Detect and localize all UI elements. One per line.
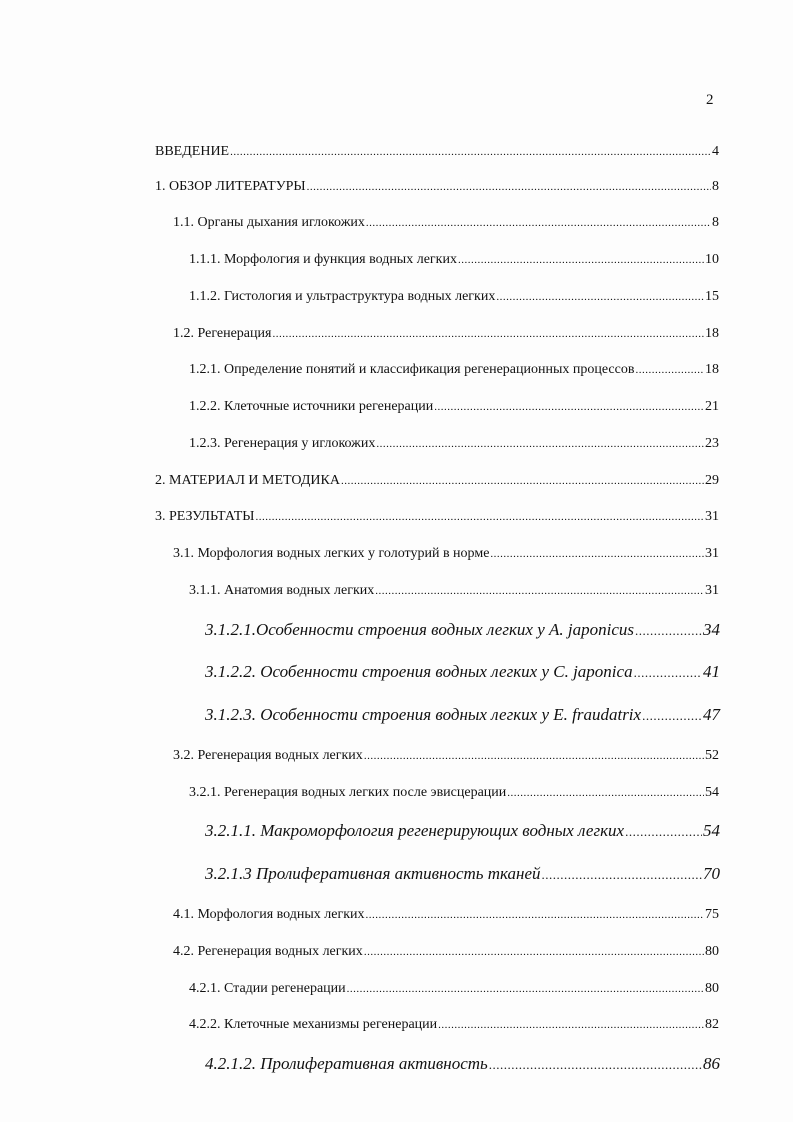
toc-entry xyxy=(189,288,719,306)
toc-leader-dots xyxy=(272,325,704,343)
toc-entry-title: ВВЕДЕНИЕ xyxy=(155,144,230,159)
toc-entry-page: 54 xyxy=(705,785,719,800)
toc-entry xyxy=(173,747,719,765)
toc-entry xyxy=(205,662,720,683)
toc-entry-title: 2. МАТЕРИАЛ И МЕТОДИКА xyxy=(155,473,340,488)
toc-leader-dots xyxy=(625,821,702,842)
toc-entry-title: 4.2.2. Клеточные механизмы регенерации xyxy=(189,1017,438,1032)
toc-entry-page: 21 xyxy=(705,399,719,414)
toc-leader-dots xyxy=(375,582,704,600)
toc-entry xyxy=(205,821,720,842)
toc-entry-page: 75 xyxy=(705,907,719,922)
toc-entry xyxy=(173,906,719,924)
toc-entry xyxy=(205,1054,720,1075)
toc-entry-title: 1.2. Регенерация xyxy=(173,326,272,341)
toc-entry-title: 4.2.1. Стадии регенерации xyxy=(189,981,346,996)
toc-entry-page: 31 xyxy=(705,546,719,561)
toc-entry-page: 70 xyxy=(703,864,720,883)
toc-entry-page: 31 xyxy=(705,583,719,598)
toc-leader-dots xyxy=(635,361,704,379)
toc-entry-title: 3.1. Морфология водных легких у голотурий в норме xyxy=(173,546,490,561)
toc-entry xyxy=(173,214,719,232)
page-number: 2 xyxy=(706,92,714,108)
toc-entry-page: 31 xyxy=(705,509,719,524)
toc-entry xyxy=(189,784,719,802)
toc-entry xyxy=(189,251,719,269)
toc-entry-title: 1.2.3. Регенерация у иглокожих xyxy=(189,436,376,451)
toc-entry-page: 82 xyxy=(705,1017,719,1032)
toc-leader-dots xyxy=(635,620,702,641)
toc-entry-title: 1.1.2. Гистология и ультраструктура водных легких xyxy=(189,289,496,304)
toc-entry-title: 3.1.2.1.Особенности строения водных легких у A. japonicus xyxy=(205,620,634,639)
toc-entry-title: 3.2.1.3 Пролиферативная активность тканей xyxy=(205,864,541,883)
toc-entry xyxy=(189,980,719,998)
toc-entry-page: 4 xyxy=(712,144,719,159)
toc-leader-dots xyxy=(341,472,704,490)
toc-leader-dots xyxy=(489,1054,702,1075)
toc-leader-dots xyxy=(230,143,711,161)
toc-leader-dots xyxy=(366,214,711,232)
toc-entry-page: 10 xyxy=(705,252,719,267)
toc-entry xyxy=(189,1016,719,1034)
toc-entry-title: 3.1.2.2. Особенности строения водных легких у C. japonica xyxy=(205,662,633,681)
toc-entry-page: 8 xyxy=(712,179,719,194)
toc-entry xyxy=(189,361,719,379)
toc-entry-title: 4.2. Регенерация водных легких xyxy=(173,944,363,959)
toc-entry-title: 1. ОБЗОР ЛИТЕРАТУРЫ xyxy=(155,179,306,194)
toc-leader-dots xyxy=(496,288,704,306)
toc-entry-title: 1.2.2. Клеточные источники регенерации xyxy=(189,399,434,414)
toc-entry-title: 3. РЕЗУЛЬТАТЫ xyxy=(155,509,255,524)
toc-entry-page: 8 xyxy=(712,215,719,230)
toc-entry-page: 18 xyxy=(705,326,719,341)
toc-leader-dots xyxy=(434,398,704,416)
toc-entry-title: 3.2. Регенерация водных легких xyxy=(173,748,363,763)
toc-leader-dots xyxy=(490,545,704,563)
toc-entry-page: 54 xyxy=(703,821,720,840)
toc-leader-dots xyxy=(364,943,704,961)
toc-leader-dots xyxy=(255,508,704,526)
toc-entry xyxy=(189,582,719,600)
toc-entry-page: 29 xyxy=(705,473,719,488)
toc-leader-dots xyxy=(366,906,704,924)
toc-entry xyxy=(189,398,719,416)
toc-entry xyxy=(173,325,719,343)
toc-entry xyxy=(205,705,720,726)
toc-entry xyxy=(189,435,719,453)
toc-entry xyxy=(155,178,719,196)
toc-entry-title: 3.2.1. Регенерация водных легких после эвисцерации xyxy=(189,785,507,800)
toc-leader-dots xyxy=(376,435,704,453)
toc-entry-title: 4.2.1.2. Пролиферативная активность xyxy=(205,1054,488,1073)
toc-leader-dots xyxy=(542,864,702,885)
toc-entry-page: 41 xyxy=(703,662,720,681)
toc-entry-title: 3.1.2.3. Особенности строения водных легких у E. fraudatrix xyxy=(205,705,642,724)
toc-leader-dots xyxy=(507,784,704,802)
toc-entry-page: 86 xyxy=(703,1054,720,1073)
toc-entry-page: 80 xyxy=(705,981,719,996)
toc-leader-dots xyxy=(642,705,702,726)
toc-entry-title: 1.1.1. Морфология и функция водных легких xyxy=(189,252,457,267)
toc-leader-dots xyxy=(347,980,704,998)
toc-entry xyxy=(155,143,719,161)
toc-entry-page: 80 xyxy=(705,944,719,959)
toc-entry xyxy=(173,545,719,563)
toc-leader-dots xyxy=(307,178,711,196)
toc-entry-title: 1.2.1. Определение понятий и классификация регенерационных процессов xyxy=(189,362,635,377)
toc-entry xyxy=(155,472,719,490)
toc-leader-dots xyxy=(458,251,704,269)
toc-entry xyxy=(173,943,719,961)
toc-entry-page: 23 xyxy=(705,436,719,451)
toc-entry-title: 4.1. Морфология водных легких xyxy=(173,907,365,922)
toc-entry-title: 3.2.1.1. Макроморфология регенерирующих водных легких xyxy=(205,821,625,840)
toc-entry xyxy=(155,508,719,526)
toc-leader-dots xyxy=(438,1016,704,1034)
toc-leader-dots xyxy=(364,747,704,765)
toc-entry-page: 47 xyxy=(703,705,720,724)
toc-entry-page: 15 xyxy=(705,289,719,304)
toc-entry-page: 34 xyxy=(703,620,720,639)
toc-entry-page: 52 xyxy=(705,748,719,763)
toc-entry-page: 18 xyxy=(705,362,719,377)
toc-entry-title: 1.1. Органы дыхания иглокожих xyxy=(173,215,365,230)
toc-leader-dots xyxy=(634,662,702,683)
toc-entry-title: 3.1.1. Анатомия водных легких xyxy=(189,583,375,598)
toc-entry xyxy=(205,620,720,641)
toc-entry xyxy=(205,864,720,885)
